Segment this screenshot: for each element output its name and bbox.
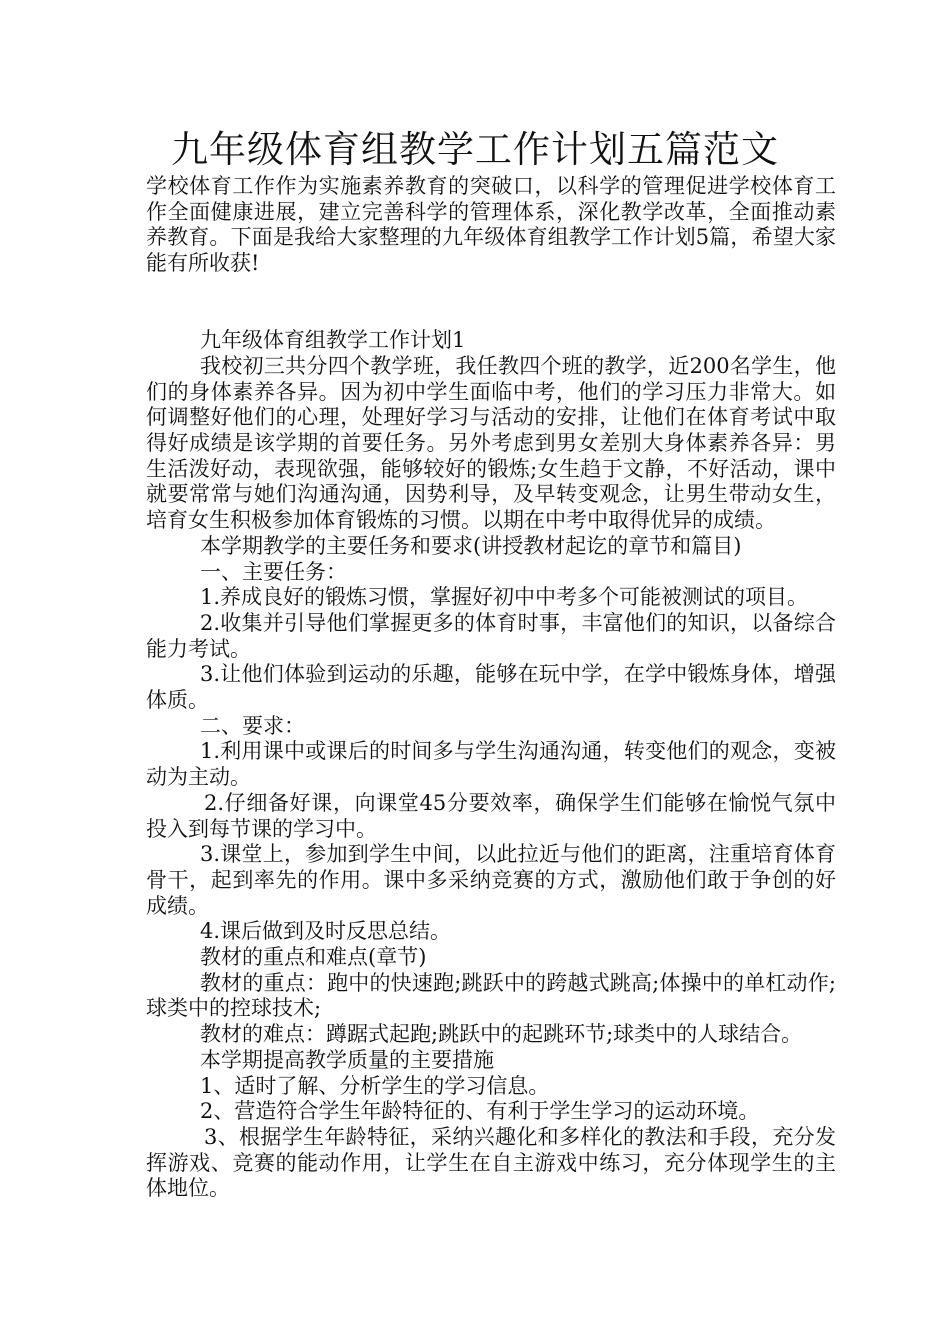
- blank-line: [146, 277, 836, 303]
- list-item: 1.养成良好的锻炼习惯，掌握好初中中考多个可能被测试的项目。: [200, 585, 809, 610]
- document-title: 九年级体育组教学工作计划五篇范文: [171, 128, 779, 171]
- list-item: 2.收集并引导他们掌握更多的体育时事，丰富他们的知识，以备综合能力考试。: [146, 610, 836, 661]
- list-item: 3.让他们体验到运动的乐趣，能够在玩中学，在学中锻炼身体，增强体质。: [146, 662, 836, 713]
- list-item: 1.利用课中或课后的时间多与学生沟通沟通，转变他们的观念，变被动为主动。: [146, 739, 836, 790]
- body-paragraph: 教材的难点：蹲踞式起跑;跳跃中的起跳环节;球类中的人球结合。: [200, 1022, 803, 1047]
- blank-line: [146, 303, 836, 329]
- subheading: 本学期提高教学质量的主要措施: [200, 1047, 494, 1072]
- body-paragraph: 我校初三共分四个教学班，我任教四个班的教学，近200名学生，他们的身体素养各异。因为初中学生面临中考，他们的学习压力非常大。如何调整好他们的心理，处理好学习与活动的安排，让他们在体育考试中取得好成绩是该学期的首要任务。另外考虑到男女差别大身体素养各异：男生活泼好动，表现欲强，能够较好的锻炼;女生趋于文静，不好活动，课中就要常常与她们沟通沟通，因势利导，及早转变观念，让男生带动女生，培育女生积极参加体育锻炼的习惯。以期在中考中取得优异的成绩。: [146, 353, 836, 533]
- subheading: 教材的重点和难点(章节): [200, 945, 427, 970]
- body-paragraph: 本学期教学的主要任务和要求(讲授教材起讫的章节和篇目): [200, 533, 742, 558]
- list-item: 3、根据学生年龄特征，采纳兴趣化和多样化的教法和手段，充分发挥游戏、竞赛的能动作用，让学生在自主游戏中练习，充分体现学生的主体地位。: [146, 1124, 836, 1201]
- list-item: 3.课堂上，参加到学生中间，以此拉近与他们的距离，注重培育体育骨干，起到率先的作用。课中多采纳竞赛的方式，激励他们敢于争创的好成绩。: [146, 842, 836, 918]
- body-paragraph: 教材的重点：跑中的快速跑;跳跃中的跨越式跳高;体操中的单杠动作;球类中的控球技术;: [146, 970, 836, 1021]
- list-item: 2.仔细备好课，向课堂45分要效率，确保学生们能够在愉悦气氛中投入到每节课的学习中。: [146, 790, 836, 841]
- section-heading: 九年级体育组教学工作计划1: [200, 328, 466, 353]
- document-body: [146, 174, 836, 1202]
- list-item: 4.课后做到及时反思总结。: [200, 919, 452, 944]
- list-item: 1、适时了解、分析学生的学习信息。: [200, 1073, 550, 1098]
- subheading: 二、要求：: [200, 713, 305, 738]
- subheading: 一、主要任务：: [200, 559, 347, 584]
- list-item: 2、营造符合学生年龄特征的、有利于学生学习的运动环境。: [200, 1099, 760, 1124]
- intro-paragraph: 学校体育工作作为实施素养教育的突破口，以科学的管理促进学校体育工作全面健康进展，建立完善科学的管理体系，深化教学改革，全面推动素养教育。下面是我给大家整理的九年级体育组教学工作计划5篇，希望大家能有所收获!: [146, 174, 836, 276]
